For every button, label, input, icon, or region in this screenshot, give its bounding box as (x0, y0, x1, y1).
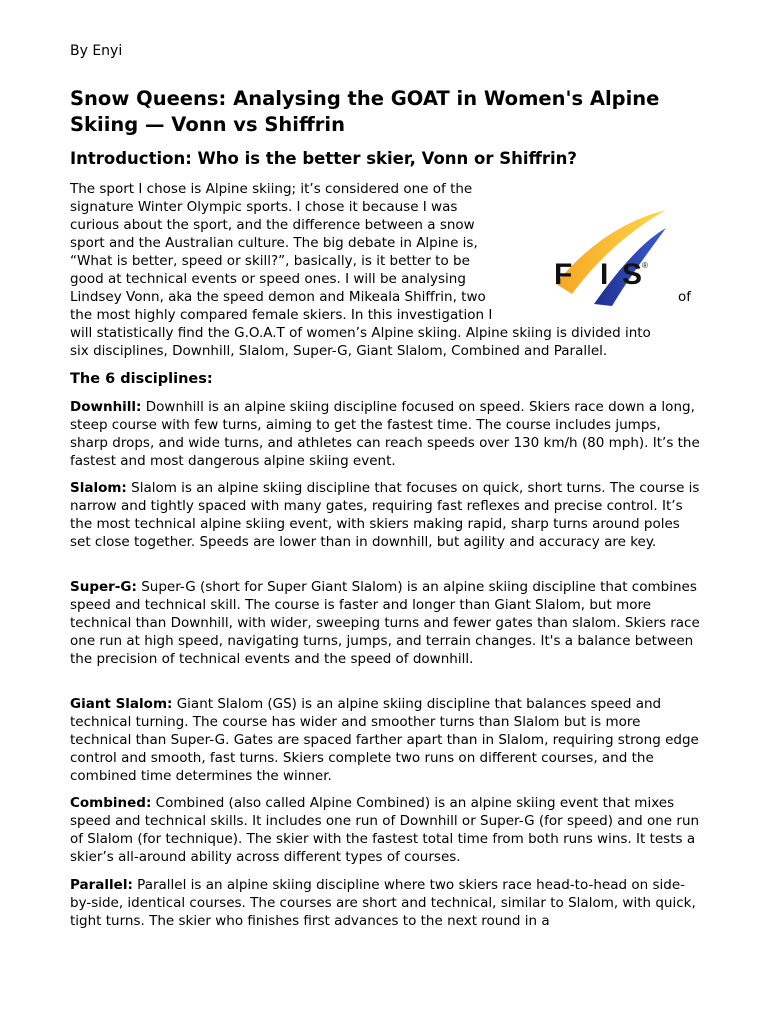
discipline-text: Parallel is an alpine skiing discipline where two skiers race head-to-head on side-by-side, identical courses. The courses are short and technical, similar to Slalom, with quick, tight turns. The skier who finishes first advances to the next round in a (70, 877, 696, 929)
discipline-text: Combined (also called Alpine Combined) is an alpine skiing event that mixes speed and technical skills. It includes one run of Downhill or Super-G (for speed) and one run of Slalom (for technique). The skier with the fastest total time from both runs wins. It tests a skier’s all-around ability across different types of courses. (70, 795, 700, 865)
discipline-term: Slalom: (70, 480, 127, 496)
logo-letter-i: I (600, 258, 609, 291)
discipline-downhill (70, 398, 700, 470)
intro-line: signature Winter Olympic sports. I chose it because I was (70, 199, 458, 215)
intro-line: Lindsey Vonn, aka the speed demon and Mikeala Shiffrin, two (70, 289, 486, 305)
logo-letter-f: F (554, 258, 573, 291)
intro-line: will statistically find the G.O.A.T of women’s Alpine skiing. Alpine skiing is divided into (70, 325, 651, 341)
intro-line: “What is better, speed or skill?”, basically, is it better to be (70, 253, 470, 269)
intro-line-continuation: of (678, 289, 692, 305)
disciplines-heading: The 6 disciplines: (70, 371, 213, 387)
intro-line: The sport I chose is Alpine skiing; it’s considered one of the (70, 181, 473, 197)
discipline-term: Parallel: (70, 877, 133, 893)
discipline-term: Super-G: (70, 579, 137, 595)
intro-line: good at technical events or speed ones. I will be analysing (70, 271, 466, 287)
intro-line: six disciplines, Downhill, Slalom, Super-G, Giant Slalom, Combined and Parallel. (70, 343, 608, 359)
discipline-term: Downhill: (70, 399, 142, 415)
discipline-text: Super-G (short for Super Giant Slalom) is an alpine skiing discipline that combines speed and technical skill. The course is faster and longer than Giant Slalom, but more technical than Downhill, with wider, sweeping turns and fewer gates than slalom. Skiers race one run at high speed, navigating turns, jumps, and terrain changes. It's a balance between the precision of technical events and the speed of downhill. (70, 579, 700, 667)
discipline-combined (70, 794, 700, 866)
discipline-parallel (70, 876, 700, 930)
logo-letter-s: S (622, 258, 643, 291)
logo-registered: ® (642, 261, 648, 270)
discipline-text: Slalom is an alpine skiing discipline that focuses on quick, short turns. The course is narrow and tightly spaced with many gates, requiring fast reflexes and precise control. It’s the most technical alpine skiing event, with skiers making rapid, sharp turns around poles set close together. Speeds are lower than in downhill, but agility and accuracy are key. (70, 480, 700, 550)
fis-logo-icon (534, 198, 668, 306)
discipline-slalom (70, 479, 700, 551)
intro-line: sport and the Australian culture. The big debate in Alpine is, (70, 235, 478, 251)
discipline-super-g (70, 578, 700, 668)
discipline-term: Giant Slalom: (70, 696, 173, 712)
author-byline: By Enyi (70, 43, 123, 59)
discipline-text: Giant Slalom (GS) is an alpine skiing discipline that balances speed and technical turning. The course has wider and smoother turns than Slalom but is more technical than Super-G. Gates are spaced farther apart than in Slalom, requiring strong edge control and smooth, fast turns. Skiers complete two runs on different courses, and the combined time determines the winner. (70, 696, 699, 784)
intro-heading: Introduction: Who is the better skier, Vonn or Shiffrin? (70, 149, 578, 168)
document-title: Snow Queens: Analysing the GOAT in Women's Alpine Skiing — Vonn vs Shiffrin (70, 87, 660, 136)
intro-line: curious about the sport, and the difference between a snow (70, 217, 475, 233)
discipline-text: Downhill is an alpine skiing discipline focused on speed. Skiers race down a long, steep course with few turns, aiming to get the fastest time. The course includes jumps, sharp drops, and wide turns, and athletes can reach speeds over 130 km/h (80 mph). It’s the fastest and most dangerous alpine skiing event. (70, 399, 700, 469)
discipline-term: Combined: (70, 795, 152, 811)
intro-line: the most highly compared female skiers. In this investigation I (70, 307, 493, 323)
discipline-giant-slalom (70, 695, 700, 785)
